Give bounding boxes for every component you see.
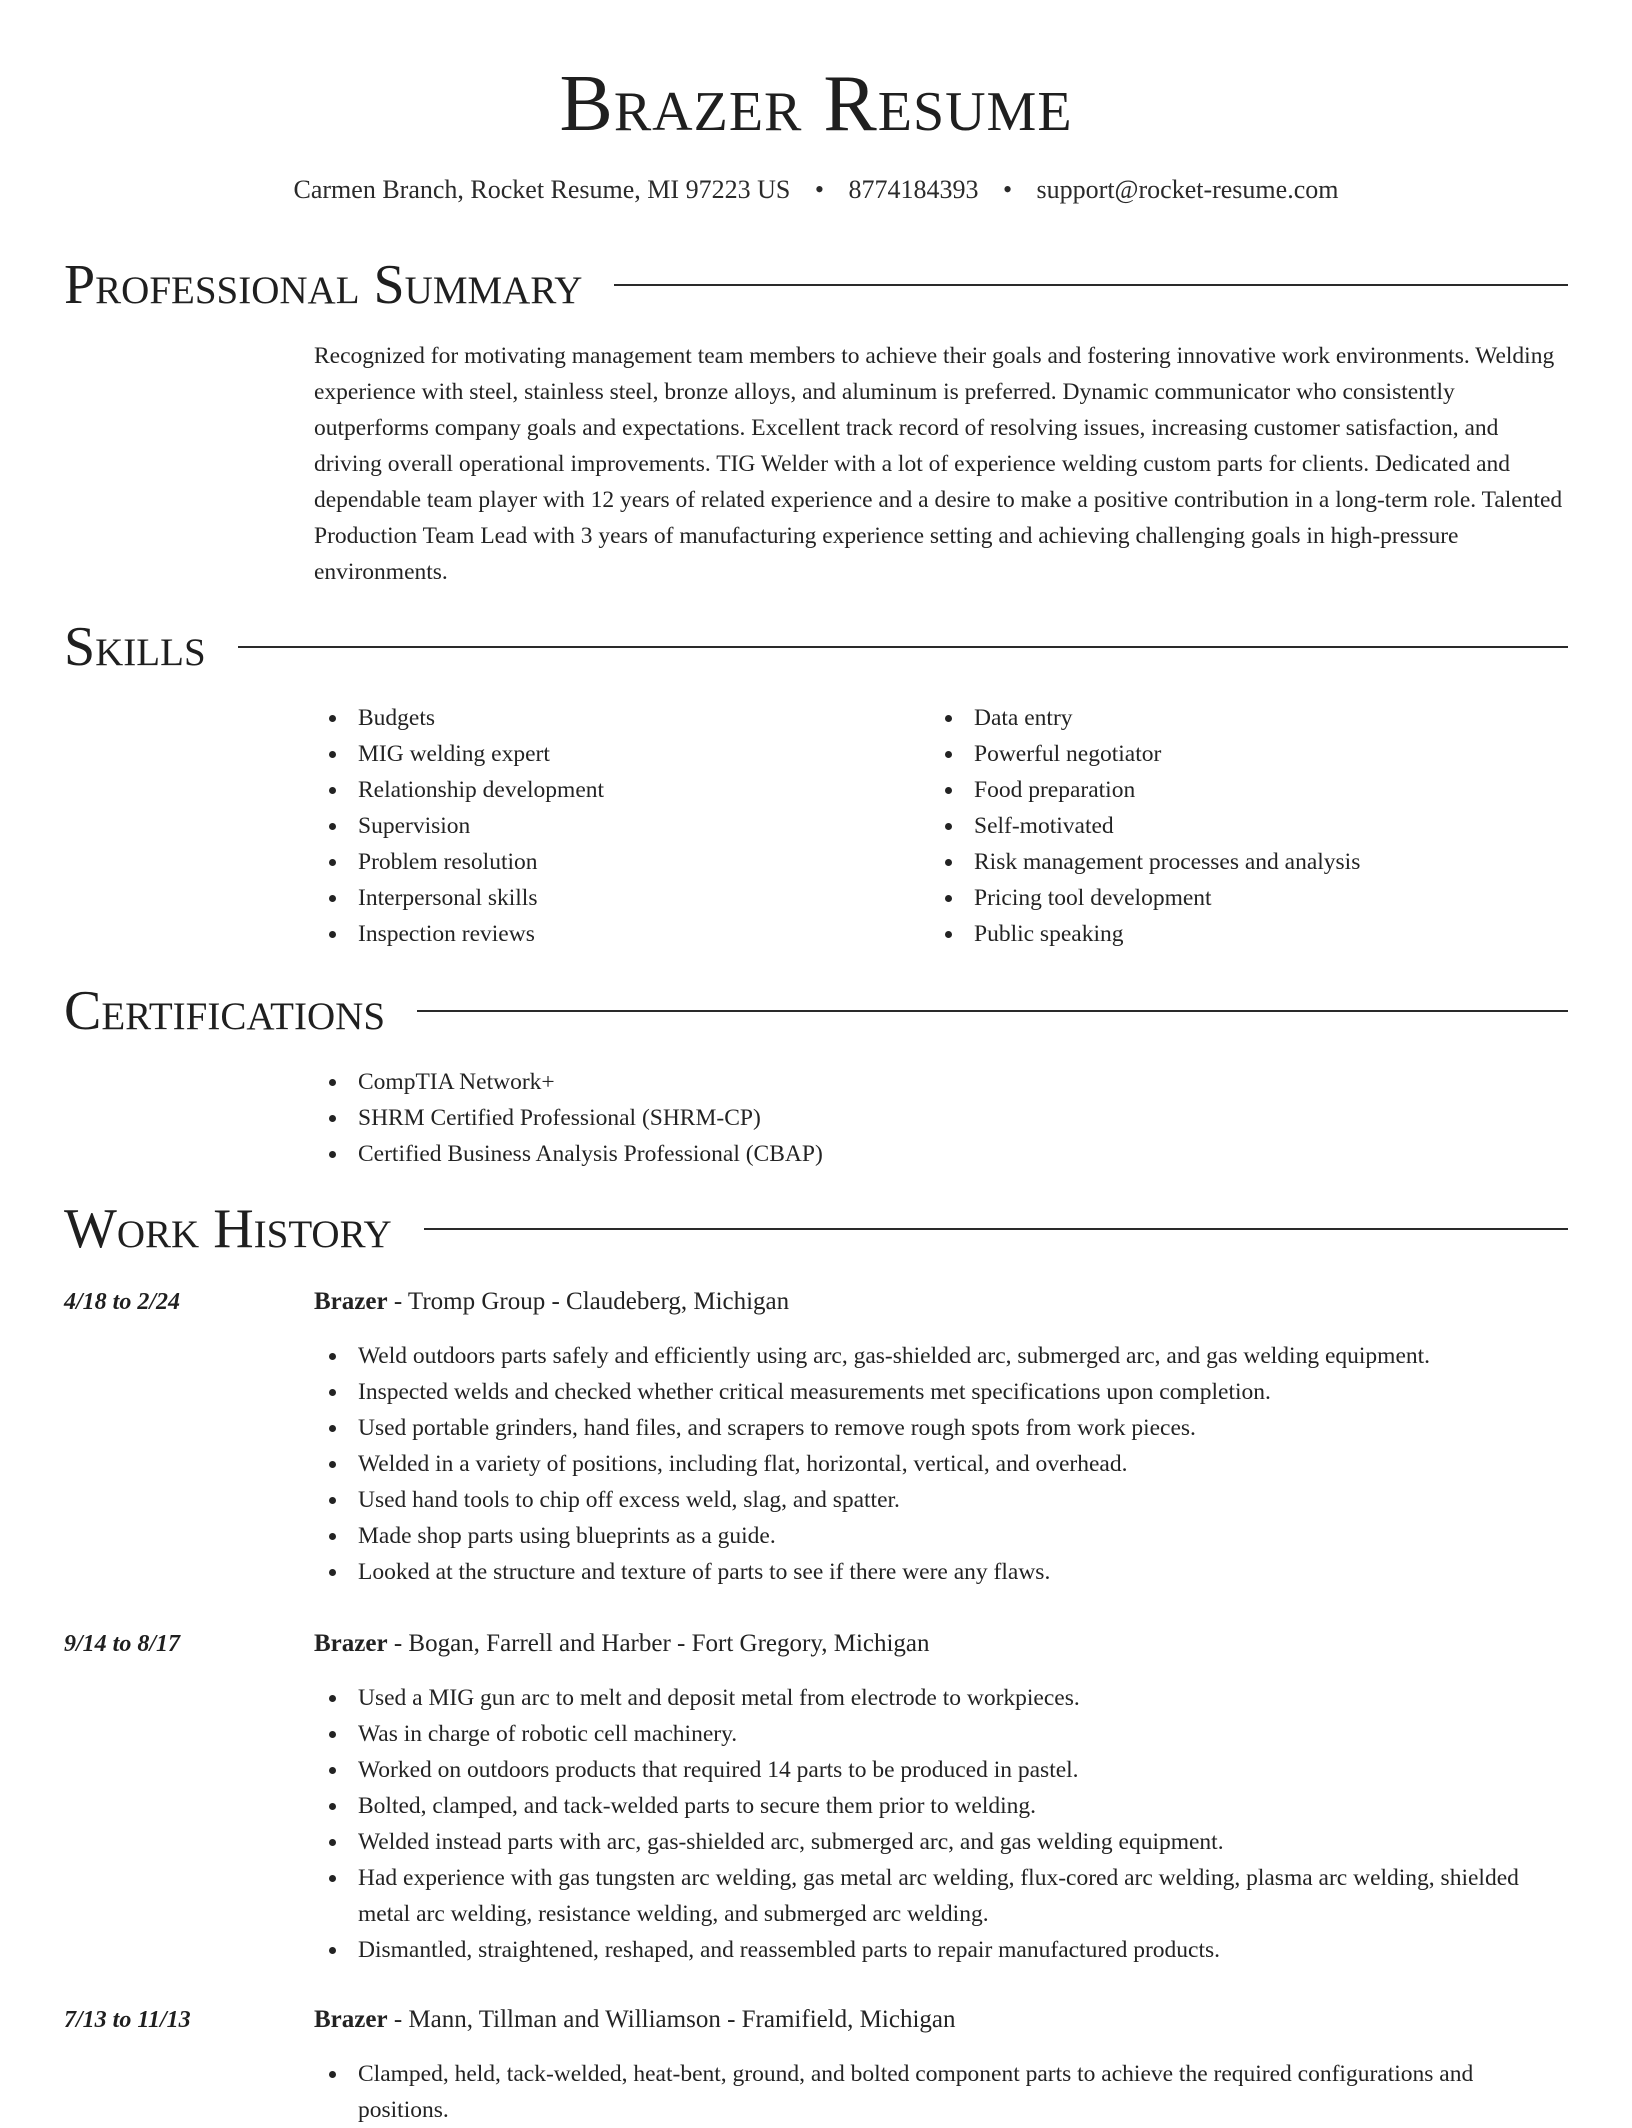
summary-text: Recognized for motivating management team members to achieve their goals and fostering innovative work environments. Welding experience with steel, stainless steel, bronze alloys, and aluminum is preferred. Dynamic communicator who consistently outperforms company goals and expectations. Excellent track record of resolving issues, increasing customer satisfaction, and driving overall operational improvements. TIG Welder with a lot of experience welding custom parts for clients. Dedicated and dependable team player with 12 years of related experience and a desire to make a positive contribution in a long-term role. Talented Production Team Lead with 3 years of manufacturing experience setting and achieving challenging goals in high-pressure environments. — [314, 343, 1563, 585]
job-employer-location: - Mann, Tillman and Williamson - Framifield, Michigan — [387, 2006, 956, 2033]
certification-item: Certified Business Analysis Professional (CBAP) — [314, 1136, 1568, 1172]
job-duty: Used a MIG gun arc to melt and deposit metal from electrode to workpieces. — [314, 1680, 1568, 1716]
job-title: Brazer — [314, 2006, 388, 2033]
skill-item: Food preparation — [930, 772, 1546, 808]
job-entry — [314, 2002, 1568, 2128]
skill-item: Problem resolution — [314, 844, 930, 880]
skill-item: Public speaking — [930, 916, 1546, 952]
section-divider — [238, 646, 1568, 648]
contact-line — [0, 172, 1632, 208]
summary-heading: Professional Summary — [64, 254, 583, 316]
skills-list-right — [930, 700, 1546, 952]
section-divider — [417, 1010, 1568, 1012]
job-dates: 7/13 to 11/13 — [64, 2007, 191, 2033]
job-duty: Welded instead parts with arc, gas-shielded arc, submerged arc, and gas welding equipment. — [314, 1824, 1568, 1860]
certifications-list — [314, 1064, 1568, 1172]
contact-email: support@rocket-resume.com — [1036, 175, 1339, 204]
job-duty: Dismantled, straightened, reshaped, and reassembled parts to repair manufactured products. — [314, 1932, 1568, 1968]
skill-item: Interpersonal skills — [314, 880, 930, 916]
work-section-header — [64, 1194, 1568, 1264]
job-duty: Used hand tools to chip off excess weld, slag, and spatter. — [314, 1482, 1568, 1518]
job-duty: Welded in a variety of positions, including flat, horizontal, vertical, and overhead. — [314, 1446, 1568, 1482]
job-title: Brazer — [314, 1288, 388, 1315]
job-header — [314, 1284, 1568, 1320]
skill-item: Self-motivated — [930, 808, 1546, 844]
contact-address: Carmen Branch, Rocket Resume, MI 97223 US — [293, 175, 791, 204]
job-duty: Bolted, clamped, and tack-welded parts to secure them prior to welding. — [314, 1788, 1568, 1824]
skill-item: Supervision — [314, 808, 930, 844]
skills-heading: Skills — [64, 616, 206, 678]
job-entry — [314, 1626, 1568, 1968]
certifications-heading: Certifications — [64, 980, 386, 1042]
skill-item: Relationship development — [314, 772, 930, 808]
contact-separator: • — [814, 175, 824, 204]
skill-item: Pricing tool development — [930, 880, 1546, 916]
contact-phone: 8774184393 — [848, 175, 979, 204]
skills-section-header — [64, 612, 1568, 682]
job-duties-list — [314, 1338, 1568, 1590]
skills-list-left — [314, 700, 930, 952]
skill-item: Data entry — [930, 700, 1546, 736]
job-duty: Weld outdoors parts safely and efficiently using arc, gas-shielded arc, submerged arc, and gas welding equipment. — [314, 1338, 1568, 1374]
certification-item: SHRM Certified Professional (SHRM-CP) — [314, 1100, 1568, 1136]
skill-item: Risk management processes and analysis — [930, 844, 1546, 880]
certification-item: CompTIA Network+ — [314, 1064, 1568, 1100]
job-duty: Looked at the structure and texture of parts to see if there were any flaws. — [314, 1554, 1568, 1590]
skill-item: MIG welding expert — [314, 736, 930, 772]
skill-item: Budgets — [314, 700, 930, 736]
job-entry — [314, 1284, 1568, 1590]
job-duties-list — [314, 2056, 1568, 2128]
job-header — [314, 2002, 1568, 2038]
section-divider — [424, 1228, 1568, 1230]
skills-content — [314, 700, 1568, 952]
job-duty: Worked on outdoors products that required 14 parts to be produced in pastel. — [314, 1752, 1568, 1788]
job-duty: Clamped, held, tack-welded, heat-bent, ground, and bolted component parts to achieve the required configurations and positions. — [314, 2056, 1568, 2128]
summary-content — [314, 338, 1568, 590]
job-title: Brazer — [314, 1630, 388, 1657]
certifications-content — [314, 1064, 1568, 1172]
job-duties-list — [314, 1680, 1568, 1968]
skill-item: Powerful negotiator — [930, 736, 1546, 772]
job-header — [314, 1626, 1568, 1662]
job-duty: Inspected welds and checked whether critical measurements met specifications upon completion. — [314, 1374, 1568, 1410]
contact-separator: • — [1002, 175, 1013, 204]
section-divider — [614, 284, 1568, 286]
job-employer-location: - Tromp Group - Claudeberg, Michigan — [387, 1288, 790, 1315]
certifications-section-header — [64, 976, 1568, 1046]
job-duty: Made shop parts using blueprints as a guide. — [314, 1518, 1568, 1554]
job-dates: 9/14 to 8/17 — [64, 1631, 181, 1657]
job-duty: Had experience with gas tungsten arc welding, gas metal arc welding, flux-cored arc welding, plasma arc welding, shielded metal arc welding, resistance welding, and submerged arc welding. — [314, 1860, 1568, 1932]
work-heading: Work History — [64, 1198, 392, 1260]
job-duty: Used portable grinders, hand files, and scrapers to remove rough spots from work pieces. — [314, 1410, 1568, 1446]
skill-item: Inspection reviews — [314, 916, 930, 952]
job-dates: 4/18 to 2/24 — [64, 1289, 181, 1315]
job-employer-location: - Bogan, Farrell and Harber - Fort Gregory, Michigan — [387, 1630, 930, 1657]
job-duty: Was in charge of robotic cell machinery. — [314, 1716, 1568, 1752]
summary-section-header — [64, 250, 1568, 320]
resume-title: Brazer Resume — [559, 60, 1073, 148]
